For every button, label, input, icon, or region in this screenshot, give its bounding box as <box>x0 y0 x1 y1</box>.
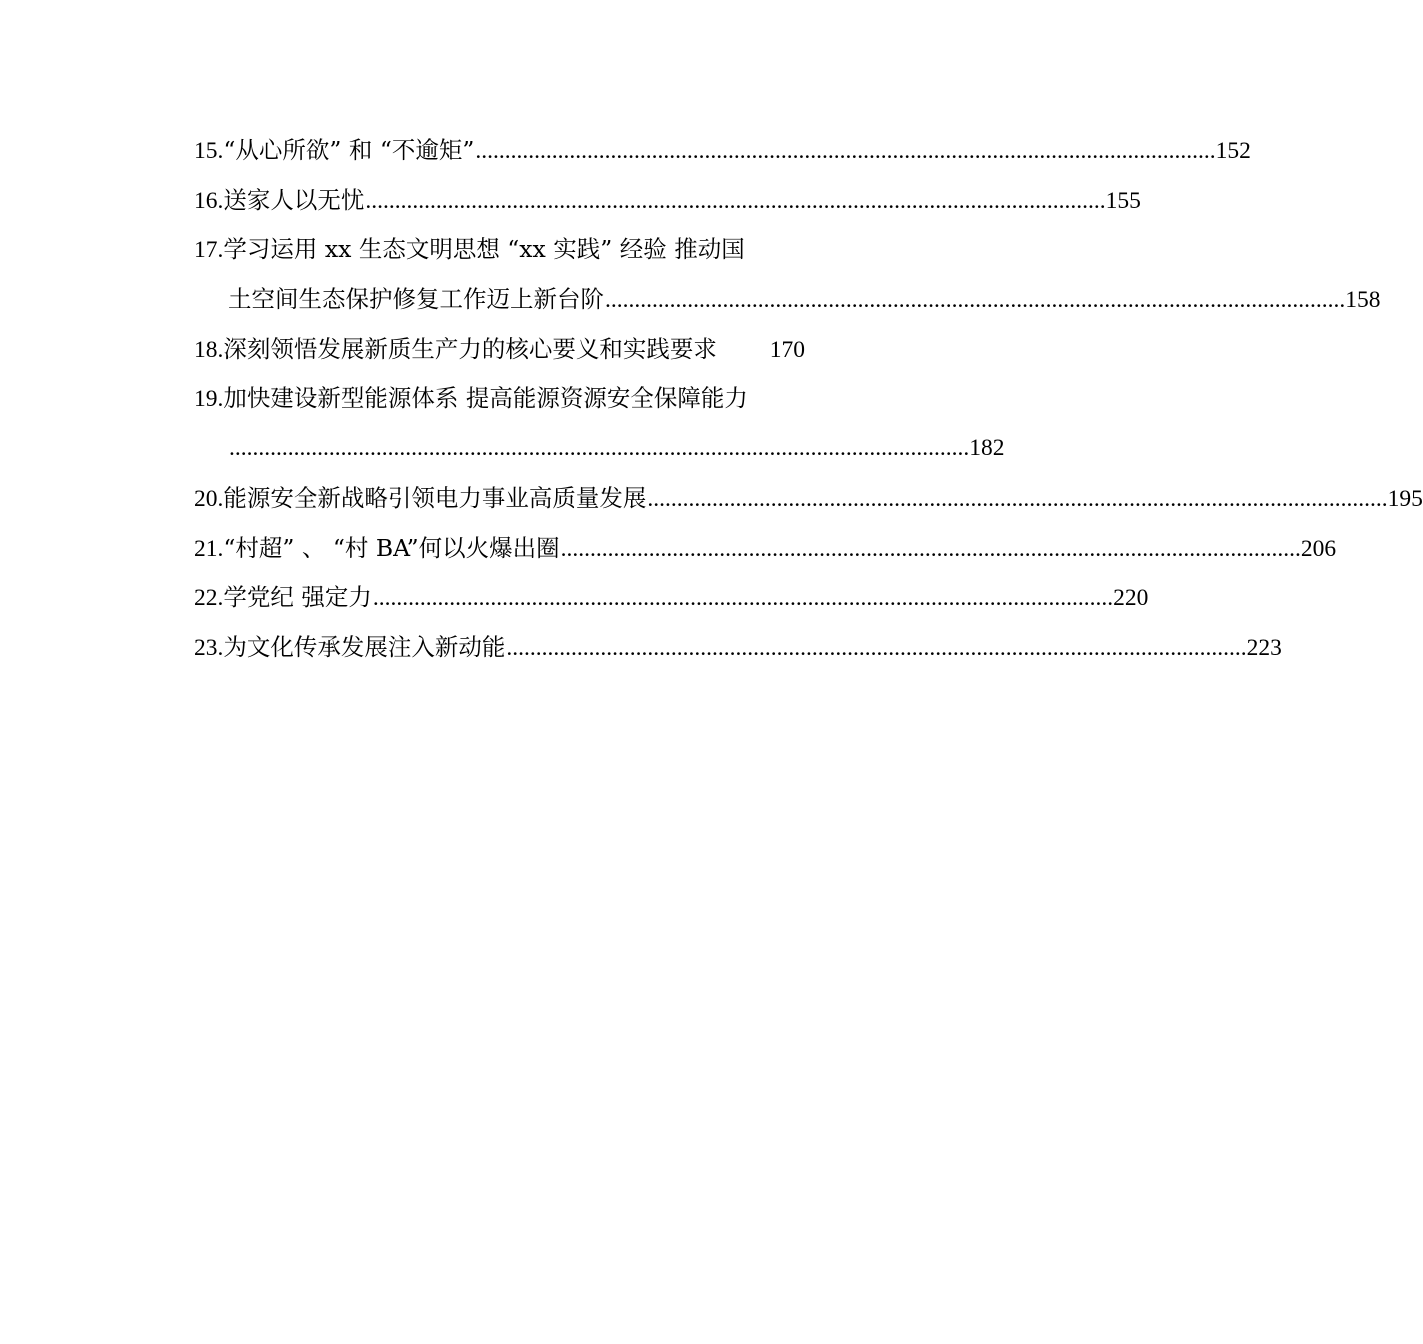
toc-entry-17-line-1[interactable] <box>194 225 805 275</box>
toc-entry-22[interactable] <box>194 573 1149 623</box>
toc-entry-title-continued: 土空间生态保护修复工作迈上新台阶 <box>228 285 604 314</box>
toc-entry-page: 155 <box>1105 187 1141 214</box>
toc-entry-page: 223 <box>1246 634 1282 661</box>
toc-entry-19-line-2[interactable] <box>194 424 1005 474</box>
toc-entry-title: 深刻领悟发展新质生产力的核心要义和实践要求 <box>223 334 717 363</box>
toc-entry-page: 170 <box>769 336 805 363</box>
toc-entry-number: 18. <box>194 336 224 363</box>
toc-entry-23[interactable] <box>194 623 1282 673</box>
toc-entry-number: 23. <box>194 634 224 661</box>
toc-entry-number: 20. <box>194 485 224 512</box>
toc-entry-title: 学习运用 xx 生态文明思想 “xx 实践” 经验 推动国 <box>223 235 745 264</box>
toc-entry-page: 195 <box>1387 485 1423 512</box>
toc-entry-title: 送家人以无忧 <box>223 185 365 214</box>
dot-leader: .............................................................................................................................. <box>365 187 1106 214</box>
toc-entry-number: 19. <box>194 386 224 413</box>
toc-entry-17-line-2[interactable] <box>194 275 1381 325</box>
toc-entry-18[interactable] <box>194 325 805 375</box>
toc-entry-20[interactable] <box>194 474 1423 524</box>
toc-entry-title: 为文化传承发展注入新动能 <box>223 632 506 661</box>
toc-entry-page: 206 <box>1300 535 1337 562</box>
toc-entry-page: 182 <box>969 435 1005 462</box>
toc-entry-title: “村超” 、 “村 BA”何以火爆出圈 <box>223 533 560 562</box>
dot-leader: .............................................................................................................................. <box>229 435 970 462</box>
toc-entry-16[interactable] <box>194 176 1141 226</box>
toc-entry-21[interactable] <box>194 524 1337 574</box>
toc-entry-19-line-1[interactable] <box>194 374 805 424</box>
toc-entry-page: 220 <box>1113 585 1149 612</box>
toc-entry-title: 学党纪 强定力 <box>223 583 372 612</box>
dot-leader: .............................................................................................................................. <box>506 634 1247 661</box>
dot-leader: .............................................................................................................................. <box>560 535 1301 562</box>
toc-entry-number: 21. <box>194 535 224 562</box>
table-of-contents <box>194 126 1423 673</box>
toc-entry-number: 16. <box>194 187 224 214</box>
toc-entry-15[interactable] <box>194 126 1251 176</box>
dot-leader: .............................................................................................................................. <box>372 585 1114 612</box>
toc-entry-title: 加快建设新型能源体系 提高能源资源安全保障能力 <box>223 384 748 413</box>
toc-entry-page: 152 <box>1215 138 1251 164</box>
toc-entry-number: 17. <box>194 237 224 264</box>
toc-entry-number: 15. <box>194 138 224 164</box>
dot-leader: .............................................................................................................................. <box>475 138 1216 164</box>
toc-entry-page: 158 <box>1345 287 1381 314</box>
toc-entry-number: 22. <box>194 585 224 612</box>
toc-entry-title: “从心所欲” 和 “不逾矩” <box>223 136 475 164</box>
dot-leader: .............................................................................................................................. <box>605 287 1346 314</box>
dot-leader: .............................................................................................................................. <box>647 485 1388 512</box>
toc-entry-title: 能源安全新战略引领电力事业高质量发展 <box>223 483 647 512</box>
